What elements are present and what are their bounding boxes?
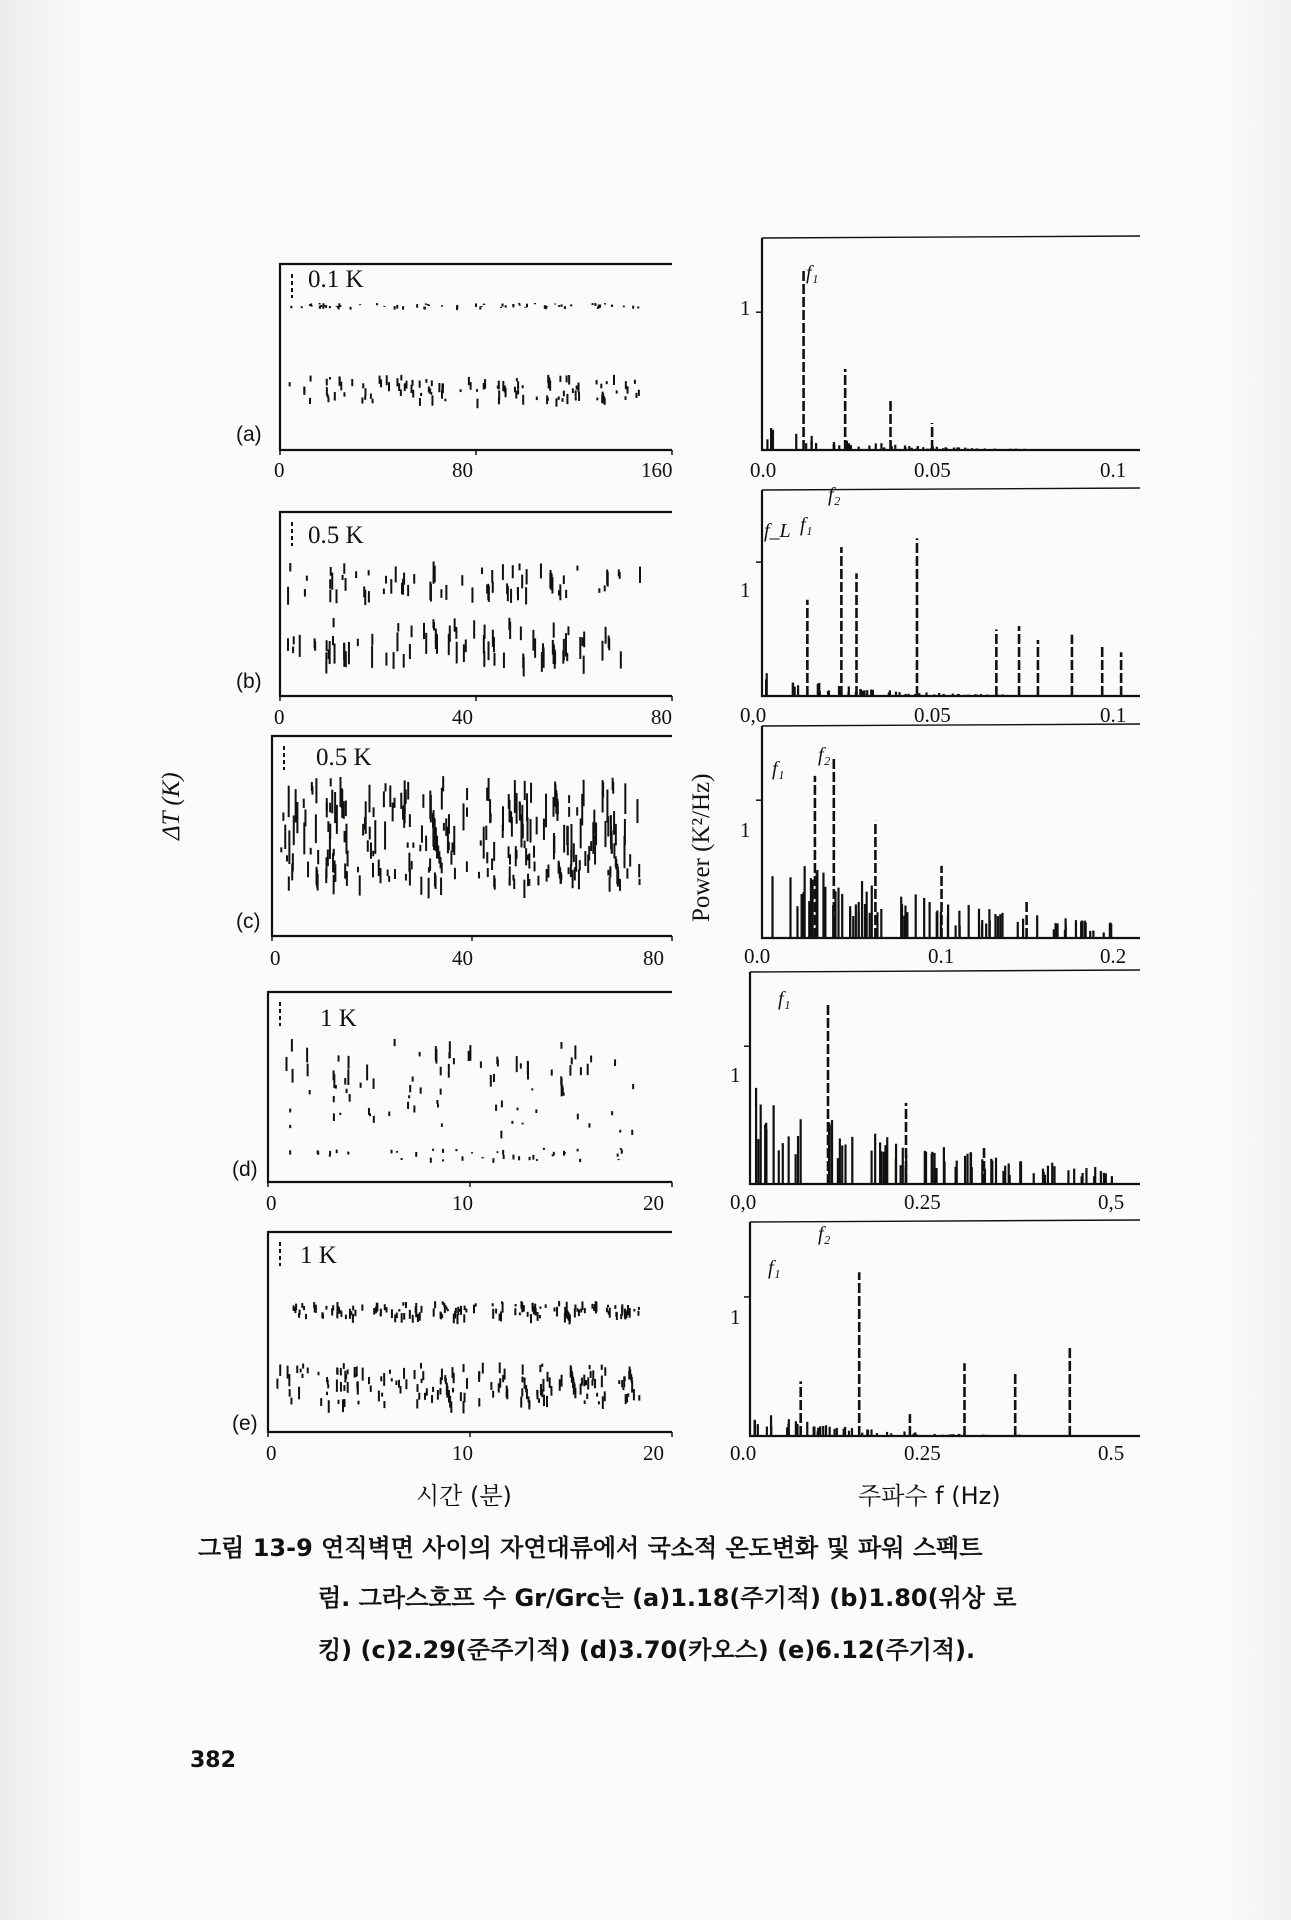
spec-tick-e-2: 0.5 (1098, 1441, 1125, 1465)
panel-letter-c: (c) (236, 910, 261, 933)
power-ylabel: Power (K²/Hz) (688, 773, 715, 922)
f1-label-c: f₁ (772, 758, 785, 780)
tick-a-2: 160 (641, 458, 673, 482)
spectrum-top-border (762, 236, 1140, 238)
scale-label-e: 1 K (300, 1242, 337, 1269)
panel-letter-a: (a) (236, 423, 262, 446)
figure-caption-line-1: 그림 13-9 연직벽면 사이의 자연대류에서 국소적 온도변화 및 파워 스펙트 (198, 1534, 983, 1562)
panel-letter-b: (b) (236, 670, 262, 693)
f1-label-a: f₁ (806, 262, 819, 284)
spec-ytick-a: 1 (740, 296, 751, 320)
tick-b-2: 80 (651, 705, 672, 729)
spec-tick-a-1: 0.05 (914, 458, 951, 482)
tick-d-1: 10 (452, 1191, 473, 1215)
f1-label-e: f₁ (768, 1257, 781, 1279)
scale-label-c: 0.5 K (316, 744, 372, 771)
spectrum-top-border (762, 488, 1140, 490)
tick-d-2: 20 (643, 1191, 664, 1215)
f1-label-d: f₁ (778, 988, 791, 1010)
f2-label-b: f₂ (828, 484, 841, 506)
spec-tick-b-1: 0.05 (914, 703, 951, 727)
tick-c-0: 0 (270, 946, 281, 970)
spectrum-axes (762, 490, 1140, 696)
spec-ytick-b: 1 (740, 578, 751, 602)
tick-d-0: 0 (266, 1191, 277, 1215)
spec-tick-b-2: 0.1 (1100, 703, 1127, 727)
spec-tick-c-0: 0.0 (744, 944, 771, 968)
tick-e-1: 10 (452, 1441, 473, 1465)
spec-ytick-d: 1 (730, 1063, 741, 1087)
page-number: 382 (190, 1748, 236, 1773)
panel-letter-d: (d) (232, 1158, 258, 1181)
fL-label-b: f_L (764, 520, 791, 542)
spectrum-top-border (750, 970, 1140, 972)
scale-label-a: 0.1 K (308, 266, 364, 293)
spec-tick-c-2: 0.2 (1100, 944, 1127, 968)
tick-c-2: 80 (643, 946, 664, 970)
spec-tick-c-1: 0.1 (928, 944, 955, 968)
spectrum-axes (750, 1222, 1140, 1436)
spec-ytick-e: 1 (730, 1305, 741, 1329)
f2-label-e: f₂ (818, 1223, 831, 1245)
tick-a-1: 80 (452, 458, 473, 482)
spec-tick-b-0: 0,0 (740, 703, 767, 727)
tick-b-0: 0 (274, 705, 285, 729)
f1-label-b: f₁ (800, 514, 813, 536)
scale-label-d: 1 K (320, 1005, 357, 1032)
spec-tick-d-0: 0,0 (730, 1190, 757, 1214)
spectrum-top-border (750, 1220, 1140, 1222)
spec-tick-a-2: 0.1 (1100, 458, 1127, 482)
tick-a-0: 0 (274, 458, 285, 482)
tick-e-0: 0 (266, 1441, 277, 1465)
spec-tick-d-2: 0,5 (1098, 1190, 1125, 1214)
scale-label-b: 0.5 K (308, 522, 364, 549)
time-ylabel: ΔT (K) (158, 772, 185, 840)
tick-c-1: 40 (452, 946, 473, 970)
spec-tick-e-0: 0.0 (730, 1441, 757, 1465)
spec-tick-a-0: 0.0 (750, 458, 777, 482)
time-xlabel: 시간 (분) (416, 1482, 512, 1510)
figure-caption-line-2: 럼. 그라스호프 수 Gr/Grc는 (a)1.18(주기적) (b)1.80(위상 로 (318, 1584, 1017, 1612)
figure-caption-line-3: 킹) (c)2.29(준주기적) (d)3.70(카오스) (e)6.12(주기적). (318, 1636, 976, 1664)
tick-b-1: 40 (452, 705, 473, 729)
spec-tick-d-1: 0.25 (904, 1190, 941, 1214)
spectrum-axes (762, 238, 1140, 450)
spec-tick-e-1: 0.25 (904, 1441, 941, 1465)
f2-label-c: f₂ (818, 744, 831, 766)
panel-letter-e: (e) (232, 1412, 258, 1435)
spec-ytick-c: 1 (740, 818, 751, 842)
freq-xlabel: 주파수 f (Hz) (858, 1482, 1001, 1510)
tick-e-2: 20 (643, 1441, 664, 1465)
spectrum-top-border (762, 724, 1140, 726)
